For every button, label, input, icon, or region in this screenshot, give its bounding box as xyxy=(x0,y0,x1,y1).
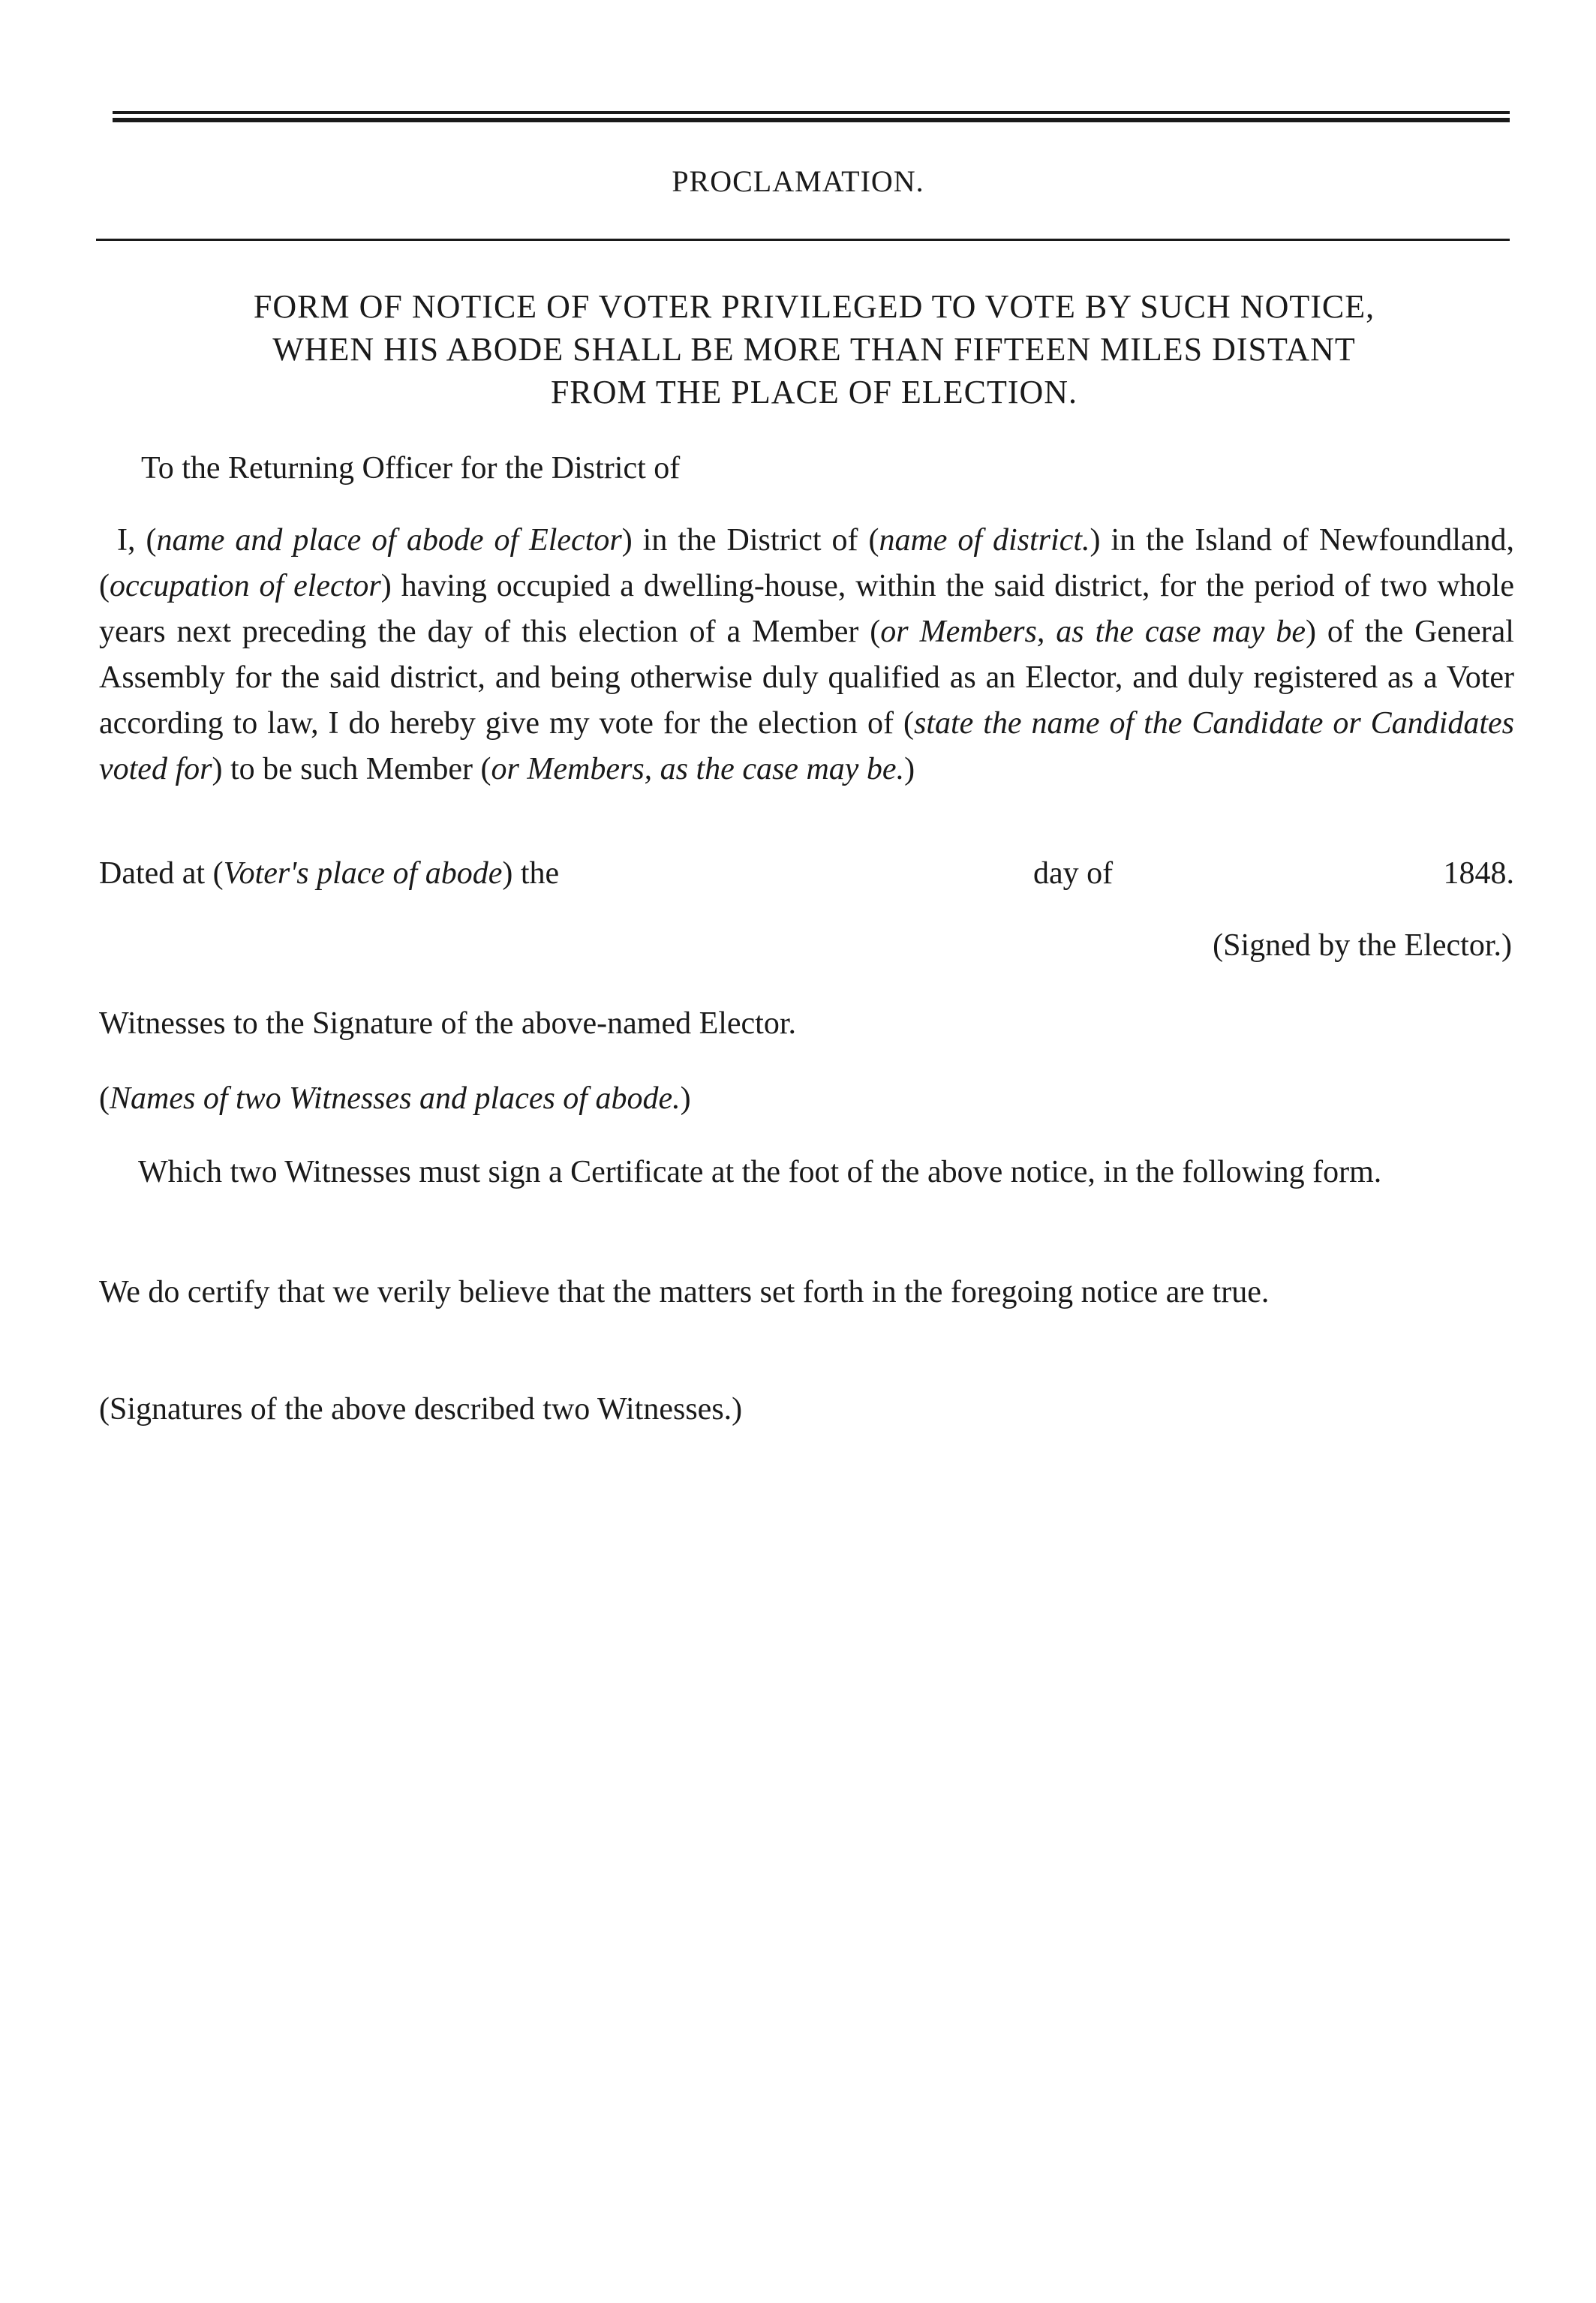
notice-text-4: ) having occupied a dwelling-house, within the said district, for the period of two whole years next preceding the day of this election of a Member ( xyxy=(99,569,1514,649)
witnesses-heading: Witnesses to the Signature of the above-named Elector. xyxy=(99,1006,797,1041)
notice-italic-6: or Members, as the case may be. xyxy=(491,752,905,786)
notice-italic-3: occupation of elector xyxy=(110,569,381,603)
notice-italic-4: or Members, as the case may be xyxy=(880,615,1306,649)
notice-paragraph xyxy=(99,518,1514,792)
notice-italic-5: state the name of the Candidate or Candidates voted for xyxy=(99,706,1514,786)
witness-names-open: ( xyxy=(99,1081,110,1116)
certificate-instruction: Which two Witnesses must sign a Certificate at the foot of the above notice, in the following form. xyxy=(138,1155,1382,1189)
form-title-line-3: FROM THE PLACE OF ELECTION. xyxy=(550,374,1078,410)
notice-text-3: ) in the Island of Newfoundland, ( xyxy=(99,523,1515,603)
dated-year: 1848. xyxy=(1443,856,1514,891)
form-title xyxy=(120,285,1508,413)
signed-by-elector: (Signed by the Elector.) xyxy=(1213,928,1512,963)
dated-day-of: day of xyxy=(1033,856,1114,891)
dated-place-italic: Voter's place of abode xyxy=(223,856,503,891)
notice-italic-2: name of district. xyxy=(879,523,1090,558)
dated-suffix: ) the xyxy=(502,856,560,891)
top-rule-thin xyxy=(113,111,1510,114)
addressee-line: To the Returning Officer for the District of xyxy=(141,451,681,486)
witness-names-line xyxy=(99,1081,691,1117)
running-head: PROCLAMATION. xyxy=(672,164,924,198)
notice-text-2: ) in the District of ( xyxy=(621,523,879,558)
form-title-line-2: WHEN HIS ABODE SHALL BE MORE THAN FIFTEEN MILES DISTANT xyxy=(272,331,1356,368)
notice-text-7: ) xyxy=(904,752,915,786)
dated-line xyxy=(99,855,1514,900)
witness-names-italic: Names of two Witnesses and places of abode. xyxy=(110,1081,681,1116)
dated-prefix: Dated at ( xyxy=(99,856,224,891)
notice-text-1: I, ( xyxy=(117,523,157,558)
top-rule-thick xyxy=(113,118,1510,122)
witness-signatures-line: (Signatures of the above described two Witnesses.) xyxy=(99,1392,743,1427)
form-title-line-1: FORM OF NOTICE OF VOTER PRIVILEGED TO VOTE BY SUCH NOTICE, xyxy=(253,288,1375,325)
notice-italic-1: name and place of abode of Elector xyxy=(156,523,622,558)
header-divider-rule xyxy=(96,239,1510,241)
notice-text-6: ) to be such Member ( xyxy=(212,752,491,786)
notice-text-5: ) of the General Assembly for the said district, and being otherwise duly qualified as an Elector, and duly registered as a Voter according to law, I do hereby give my vote for the election of ( xyxy=(99,615,1514,741)
witness-names-close: ) xyxy=(680,1081,691,1116)
dated-place xyxy=(99,855,559,891)
certificate-text: We do certify that we verily believe that the matters set forth in the foregoing notice are true. xyxy=(99,1275,1270,1309)
